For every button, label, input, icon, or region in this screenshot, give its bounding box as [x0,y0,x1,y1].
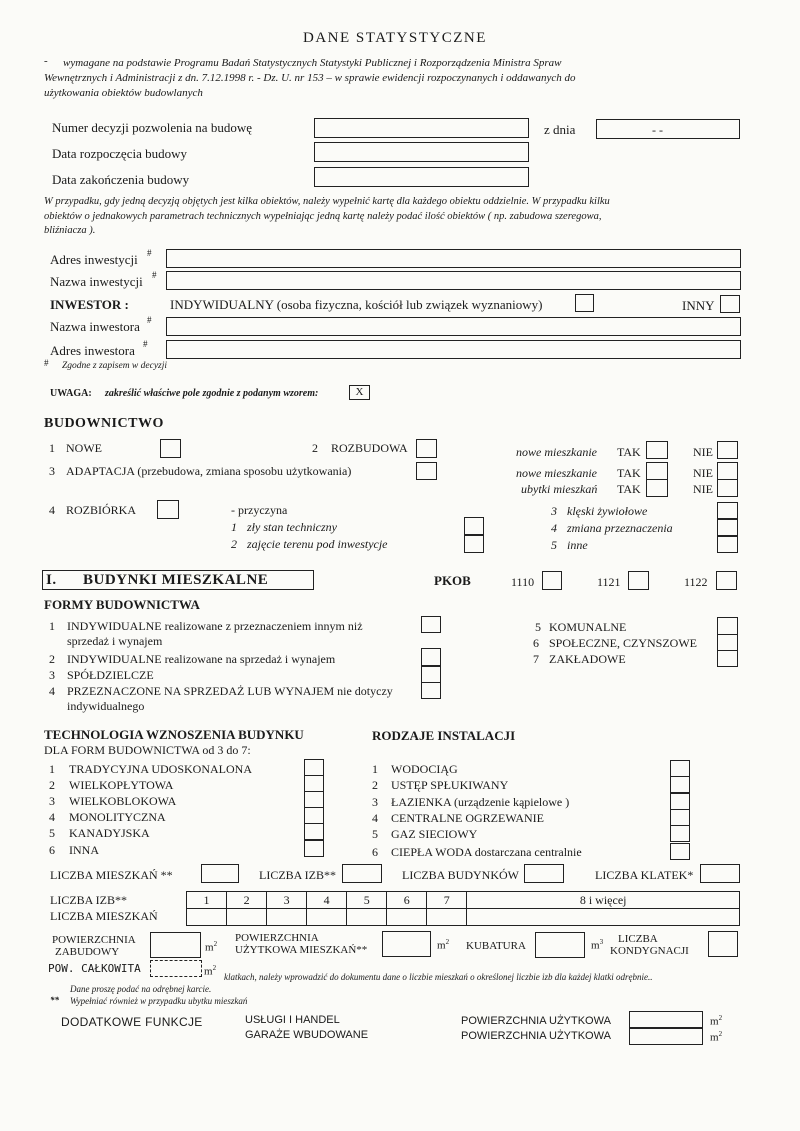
forma-7-checkbox[interactable] [717,650,738,667]
instalacja-item-number: 3 [372,795,378,809]
technologia-item-number: 6 [49,843,55,857]
garaze-label: GARAŻE WBUDOWANE [245,1029,369,1041]
nowe-checkbox[interactable] [160,439,181,458]
technologia-item-label: TRADYCYJNA UDOSKONALONA [69,762,253,776]
adaptacja-number: 3 [49,464,55,478]
pkob-1121-label: 1121 [597,575,621,589]
m-unit-text: m [591,939,600,952]
forma-1-number: 1 [49,619,55,633]
kondygnacje-field[interactable] [708,931,738,957]
instalacja-item-number: 6 [372,845,378,859]
forma-5-checkbox[interactable] [717,617,738,635]
section-1-number: I. [46,572,57,588]
intro-line-3: użytkowania obiektów budowlanych [44,87,203,99]
technologia-item-checkbox[interactable] [304,791,324,808]
instalacja-item-label: CIEPŁA WODA dostarczana centralnie [391,845,582,859]
instalacja-item-checkbox[interactable] [670,760,690,777]
multi-object-note-2: obiektów o jednakowych parametrach technicznych wypełniając jedną kartę należy podać ilość obiektów ( np. zabudowa szeregowa, [44,211,602,222]
dodatkowe-label: DODATKOWE FUNKCJE [61,1015,203,1029]
m-unit-text: m [710,1015,719,1028]
izby-mieszkan-cell[interactable] [387,909,427,926]
forma-1-label-b: sprzedaż i wynajem [67,634,163,648]
start-date-label: Data rozpoczęcia budowy [52,146,187,161]
nowe-mieszkanie-label-1: nowe mieszkanie [516,445,597,459]
section-1-title: BUDYNKI MIESZKALNE [83,572,269,588]
liczba-budynkow-label: LICZBA BUDYNKÓW [402,868,519,882]
izby-column-header: 5 [347,892,387,909]
technologia-item-checkbox[interactable] [304,759,324,776]
permit-date-separators: - - [652,123,663,137]
forma-4-label-b: indywidualnego [67,699,145,713]
pow-zabudowy-label-1: POWIERZCHNIA [52,934,136,946]
kubatura-label: KUBATURA [466,940,526,952]
permit-number-field[interactable] [314,118,529,138]
investor-label: INWESTOR : [50,297,129,312]
technologia-item-checkbox[interactable] [304,807,324,824]
forma-6-label: SPOŁECZNE, CZYNSZOWE [549,636,697,650]
rozbudowa-number: 2 [312,441,318,455]
instalacja-item-checkbox[interactable] [670,793,690,810]
investor-name-field[interactable] [166,317,741,336]
investor-address-field[interactable] [166,340,741,359]
izby-mieszkan-cell[interactable] [347,909,387,926]
budownictwo-heading: BUDOWNICTWO [44,416,164,431]
forma-6-number: 6 [533,636,539,650]
intro-line-2: Wewnętrznych i Administracji z dn. 7.12.1998 r. - Dz. U. nr 153 – w sprawie ewidencji rozpoczynanych i oddawanych do [44,72,576,84]
instalacja-item-label: CENTRALNE OGRZEWANIE [391,811,544,825]
nie-label: NIE [693,482,713,496]
kondygnacje-label-2: KONDYGNACJI [610,945,689,957]
pow-uzytkowa-label-2: UŻYTKOWA MIESZKAŃ** [235,944,368,956]
tak-label: TAK [617,466,641,480]
forma-4-label-a: PRZEZNACZONE NA SPRZEDAŻ LUB WYNAJEM nie dotyczy [67,684,393,698]
izby-column-header: 1 [187,892,227,909]
m3-unit [591,938,603,952]
multi-object-note-3: bliźniacza ). [44,225,96,236]
page-title: DANE STATYSTYCZNE [303,30,487,46]
pow-zabudowy-field[interactable] [150,932,201,958]
investor-other-label: INNY [682,298,715,313]
instalacja-item-number: 1 [372,762,378,776]
m2-unit [437,938,449,952]
technologia-heading: TECHNOLOGIA WZNOSZENIA BUDYNKU [44,727,304,742]
instalacja-item-label: GAZ SIECIOWY [391,827,478,841]
end-date-field[interactable] [314,167,529,187]
investor-other-checkbox[interactable] [720,295,740,313]
izby-mieszkan-cell[interactable] [267,909,307,926]
investment-name-field[interactable] [166,271,741,290]
hash-footnote: Zgodne z zapisem w decyzji [62,361,168,371]
forma-4-checkbox[interactable] [421,682,441,699]
forma-3-number: 3 [49,668,55,682]
przyczyna-2-checkbox[interactable] [464,535,484,553]
pkob-1122-label: 1122 [684,575,708,589]
technologia-item-number: 4 [49,810,55,824]
instalacja-item-label: USTĘP SPŁUKIWANY [391,778,509,792]
unit-exponent: 2 [718,1014,723,1022]
table-row [187,909,740,926]
unit-exponent: 2 [212,964,217,972]
permit-date-label: z dnia [544,122,576,137]
przyczyna-2-label: zajęcie terenu pod inwestycje [247,537,388,551]
separate-card-note: Dane proszę podać na odrębnej karcie. [70,984,212,994]
liczba-mieszkan-label: LICZBA MIESZKAŃ ** [50,868,173,882]
izby-mieszkan-cell[interactable] [187,909,227,926]
klatki-note: klatkach, należy wprowadzić do dokumentu dane o liczbie mieszkań o określonej liczbie izb dla każdej klatki odrębnie.. [224,972,653,982]
izby-column-header: 2 [227,892,267,909]
uwaga-text: zakreślić właściwe pole zgodnie z podanym wzorem: [105,388,319,399]
adaptacja-nowe-nie-checkbox[interactable] [717,462,738,480]
uwaga-label: UWAGA: [50,388,92,399]
technologia-item-label: MONOLITYCZNA [69,810,166,824]
technologia-item-number: 2 [49,778,55,792]
unit-exponent: 3 [599,938,604,946]
investment-address-field[interactable] [166,249,741,268]
ubytek-note: Wypełniać również w przypadku ubytku mieszkań [70,996,248,1006]
pow-uzytkowa-field[interactable] [382,931,431,957]
instalacja-item-checkbox[interactable] [670,825,690,842]
hash-mark: # [152,270,157,280]
technologia-item-number: 1 [49,762,55,776]
ubytki-nie-checkbox[interactable] [717,479,738,497]
rozbiorka-label: ROZBIÓRKA [66,503,137,517]
m2-unit [205,940,217,954]
pow-uzytkowa-label-1: POWIERZCHNIA [235,932,319,944]
forma-5-label: KOMUNALNE [549,620,627,634]
forma-6-checkbox[interactable] [717,634,738,651]
m2-unit [204,964,216,978]
kubatura-field[interactable] [535,932,585,958]
unit-exponent: 2 [213,940,218,948]
section-1-frame [42,570,314,590]
tak-label: TAK [617,482,641,496]
izby-mieszkan-cell[interactable] [307,909,347,926]
hash-mark: # [44,358,49,368]
liczba-klatek-field[interactable] [700,864,740,883]
investor-individual-label: INDYWIDUALNY (osoba fizyczna, kościół lub związek wyznaniowy) [170,297,543,312]
technologia-item-checkbox[interactable] [304,840,324,857]
footnote-mark: ** [50,995,59,1005]
technologia-item-label: INNA [69,843,99,857]
tak-label: TAK [617,445,641,459]
uslugi-pow-field[interactable] [629,1011,703,1028]
end-date-label: Data zakończenia budowy [52,172,190,187]
liczba-klatek-label: LICZBA KLATEK* [595,868,694,882]
przyczyna-2-number: 2 [231,537,237,551]
technologia-item-number: 5 [49,826,55,840]
investor-name-label: Nazwa inwestora [50,319,140,334]
investment-address-label: Adres inwestycji [50,252,138,267]
przyczyna-1-number: 1 [231,520,237,534]
forma-1-label-a: INDYWIDUALNE realizowane z przeznaczeniem innym niż [67,619,363,633]
m-unit-text: m [204,965,213,978]
instalacja-item-number: 2 [372,778,378,792]
nowe-mieszkanie-nie-checkbox[interactable] [717,441,738,459]
pow-zabudowy-label-2: ZABUDOWY [55,946,120,958]
investment-name-label: Nazwa inwestycji [50,274,143,289]
instalacja-item-label: WODOCIĄG [391,762,458,776]
uwaga-sample-box: X [349,385,370,400]
ubytki-label: ubytki mieszkań [521,482,598,496]
liczba-mieszkan-field[interactable] [201,864,239,883]
przyczyna-5-label: inne [567,538,588,552]
izby-column-header: 8 i więcej [467,892,740,909]
m-unit-text: m [710,1031,719,1044]
table-izb-label: LICZBA IZB** [50,893,127,907]
rozbudowa-label: ROZBUDOWA [331,441,408,455]
liczba-budynkow-field[interactable] [524,864,564,883]
izby-column-header: 6 [387,892,427,909]
przyczyna-5-checkbox[interactable] [717,536,738,553]
uslugi-pow-label: POWIERZCHNIA UŻYTKOWA [461,1015,611,1027]
przyczyna-5-number: 5 [551,538,557,552]
hash-mark: # [147,248,152,258]
technologia-item-number: 3 [49,794,55,808]
instalacja-item-label: ŁAZIENKA (urządzenie kąpielowe ) [391,795,570,809]
izby-mieszkan-cell[interactable] [427,909,467,926]
przyczyna-4-label: zmiana przeznaczenia [567,521,673,535]
instalacja-item-checkbox[interactable] [670,809,690,826]
technologia-item-checkbox[interactable] [304,823,324,840]
przyczyna-3-checkbox[interactable] [717,502,738,519]
rozbiorka-number: 4 [49,503,55,517]
handwritten-pow-calkowita: POW. CAŁKOWITA [48,962,141,975]
garaze-pow-field[interactable] [629,1028,703,1045]
uslugi-label: USŁUGI I HANDEL [245,1014,340,1026]
izby-table [186,891,740,926]
adaptacja-nowe-tak-checkbox[interactable] [646,462,668,480]
izby-column-header: 4 [307,892,347,909]
przyczyna-4-checkbox[interactable] [717,519,738,536]
technologia-item-label: KANADYJSKA [69,826,150,840]
forma-3-checkbox[interactable] [421,666,441,683]
adaptacja-checkbox[interactable] [416,462,437,480]
table-row [187,892,740,909]
forma-7-number: 7 [533,652,539,666]
hash-mark: # [143,339,148,349]
hash-mark: # [147,315,152,325]
adaptacja-label: ADAPTACJA (przebudowa, zmiana sposobu użytkowania) [66,464,352,478]
forma-3-label: SPÓŁDZIELCZE [67,668,154,682]
intro-line-1: wymagane na podstawie Programu Badań Statystycznych Statystyki Publicznej i Rozporządzenia Ministra Spraw [63,57,562,69]
rozbiorka-checkbox[interactable] [157,500,179,519]
instalacja-item-number: 4 [372,811,378,825]
technologia-item-checkbox[interactable] [304,775,324,792]
investor-individual-checkbox[interactable] [575,294,594,312]
m-unit-text: m [437,939,446,952]
permit-number-label: Numer decyzji pozwolenia na budowę [52,120,252,135]
investor-address-label: Adres inwestora [50,343,135,358]
instalacja-item-checkbox[interactable] [670,776,690,793]
garaze-pow-label: POWIERZCHNIA UŻYTKOWA [461,1030,611,1042]
instalacja-item-number: 5 [372,827,378,841]
m2-unit [710,1030,722,1044]
nowe-mieszkanie-label-2: nowe mieszkanie [516,466,597,480]
nie-label: NIE [693,466,713,480]
forma-7-label: ZAKŁADOWE [549,652,626,666]
unit-exponent: 2 [445,938,450,946]
przyczyna-1-label: zły stan techniczny [247,520,337,534]
nowe-label: NOWE [66,441,102,455]
pkob-1110-label: 1110 [511,575,535,589]
intro-dash: - [44,55,48,67]
pkob-1121-checkbox[interactable] [628,571,649,590]
technologia-subheading: DLA FORM BUDOWNICTWA od 3 do 7: [44,743,251,757]
table-mieszkan-label: LICZBA MIESZKAŃ [50,909,158,923]
pkob-1122-checkbox[interactable] [716,571,737,590]
przyczyna-label: - przyczyna [231,503,288,517]
pkob-label: PKOB [434,573,471,588]
forma-2-label: INDYWIDUALNE realizowane na sprzedaż i wynajem [67,652,336,666]
forma-1-checkbox[interactable] [421,616,441,633]
technologia-item-label: WIELKOPŁYTOWA [69,778,174,792]
nowe-number: 1 [49,441,55,455]
forma-2-checkbox[interactable] [421,648,441,666]
instalacja-item-checkbox[interactable] [670,843,690,860]
izby-mieszkan-cell[interactable] [227,909,267,926]
forma-5-number: 5 [535,620,541,634]
m-unit-text: m [205,941,214,954]
pow-calkowita-field[interactable] [150,960,202,977]
nie-label: NIE [693,445,713,459]
przyczyna-3-number: 3 [551,504,557,518]
ubytki-tak-checkbox[interactable] [646,479,668,497]
multi-object-note-1: W przypadku, gdy jedną decyzją objętych jest kilka obiektów, należy wypełnić kartę dla każdego obiektu oddzielnie. W przypadku kilku [44,196,610,207]
przyczyna-3-label: klęski żywiołowe [567,504,648,518]
forma-2-number: 2 [49,652,55,666]
pkob-1110-checkbox[interactable] [542,571,562,590]
formy-heading: FORMY BUDOWNICTWA [44,597,200,612]
unit-exponent: 2 [718,1030,723,1038]
forma-4-number: 4 [49,684,55,698]
izby-column-header: 7 [427,892,467,909]
m2-unit [710,1014,722,1028]
nowe-mieszkanie-tak-checkbox[interactable] [646,441,668,459]
rozbudowa-checkbox[interactable] [416,439,437,458]
instalacje-heading: RODZAJE INSTALACJI [372,728,516,743]
start-date-field[interactable] [314,142,529,162]
izby-mieszkan-cell[interactable] [467,909,740,926]
liczba-izb-field[interactable] [342,864,382,883]
kondygnacje-label-1: LICZBA [618,933,658,945]
izby-column-header: 3 [267,892,307,909]
technologia-item-label: WIELKOBLOKOWA [69,794,177,808]
przyczyna-4-number: 4 [551,521,557,535]
permit-date-field[interactable] [596,119,740,139]
przyczyna-1-checkbox[interactable] [464,517,484,535]
liczba-izb-label: LICZBA IZB** [259,868,336,882]
